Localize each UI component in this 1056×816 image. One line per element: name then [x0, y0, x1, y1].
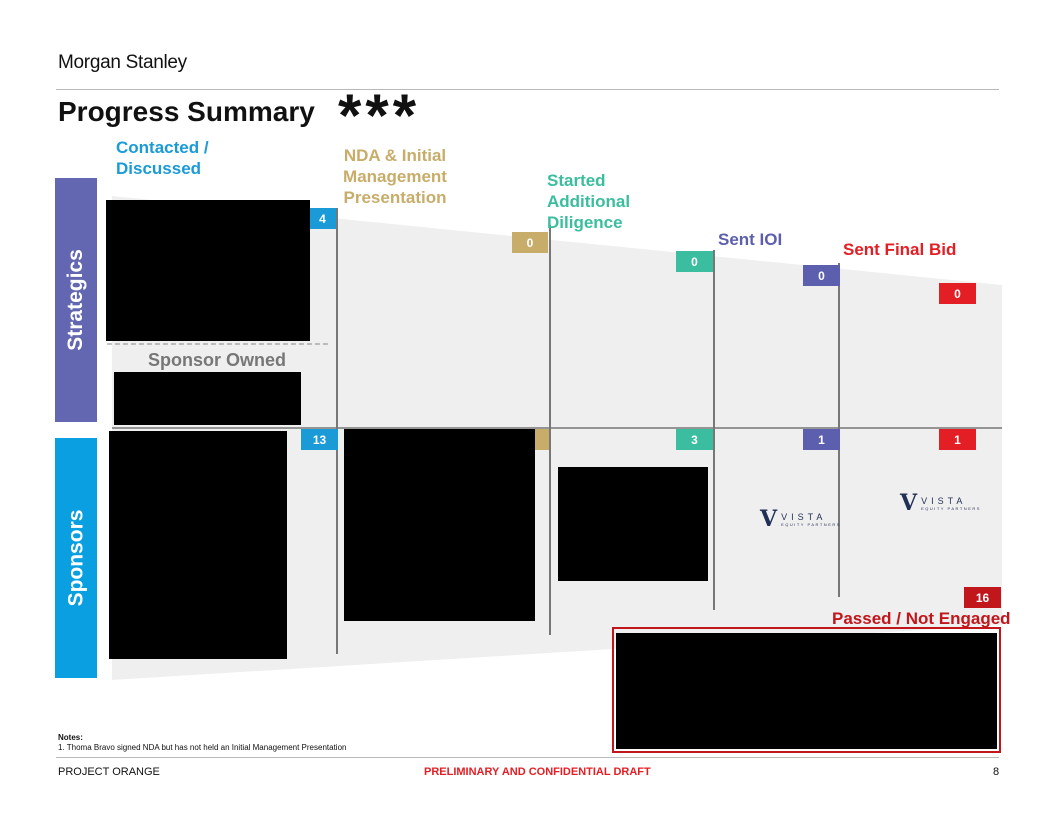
page-title: Progress Summary [58, 96, 315, 127]
brand-logo: Morgan Stanley [58, 52, 187, 73]
redacted-strategics-contacted [106, 200, 310, 341]
stage-header-diligence: Started Additional Diligence [547, 171, 631, 232]
sponsors-final-count: 1 [939, 429, 976, 450]
strategics-contacted-count: 4 [309, 208, 336, 229]
footer-confidential: PRELIMINARY AND CONFIDENTIAL DRAFT [424, 766, 651, 778]
strategics-final-count: 0 [939, 283, 976, 304]
redacted-sponsor-owned [114, 372, 301, 425]
strategics-nda-count: 0 [512, 232, 548, 253]
passed-box [612, 627, 1001, 753]
stage-separator-3 [713, 250, 715, 610]
footer-page-number: 8 [993, 766, 1000, 778]
vista-logo-final [900, 490, 981, 516]
footer-project: PROJECT ORANGE [58, 766, 160, 778]
stage-header-contacted: Contacted / Discussed [116, 138, 209, 178]
redacted-sponsors-nda [344, 429, 535, 621]
sponsors-label: Sponsors [64, 509, 88, 607]
stage-header-ioi: Sent IOI [718, 230, 783, 249]
vista-name: VISTA [921, 495, 967, 506]
redacted-sponsors-contacted [109, 431, 287, 659]
sponsors-ioi-count: 1 [803, 429, 840, 450]
vista-name: VISTA [781, 511, 827, 522]
strategics-label: Strategics [64, 249, 88, 351]
passed-count: 16 [964, 587, 1001, 608]
footer-divider [56, 757, 999, 758]
sponsors-section-bar [55, 438, 97, 678]
redacted-sponsors-diligence [558, 467, 708, 581]
notes [58, 733, 346, 753]
sponsors-diligence-count: 3 [676, 429, 713, 450]
stage-header-final: Sent Final Bid [843, 240, 957, 259]
notes-heading: Notes: [58, 733, 83, 742]
stage-separator-2 [549, 225, 551, 635]
notes-item: 1. Thoma Bravo signed NDA but has not held an Initial Management Presentation [58, 743, 347, 752]
sponsors-nda-count-marker [535, 429, 549, 450]
strategics-diligence-count: 0 [676, 251, 713, 272]
vista-v-icon: V [900, 490, 918, 516]
strategics-section-bar [55, 178, 97, 422]
sponsor-owned-label: Sponsor Owned [148, 350, 287, 370]
title-stars: *** [338, 82, 421, 149]
stage-header-passed: Passed / Not Engaged [832, 609, 1011, 628]
sponsors-contacted-count: 13 [301, 429, 338, 450]
stage-header-nda: NDA & Initial Management Presentation [343, 146, 447, 207]
vista-v-icon: V [760, 506, 778, 532]
vista-sub: EQUITY PARTNERS [781, 521, 841, 527]
vista-logo-ioi [760, 506, 841, 532]
strategics-ioi-count: 0 [803, 265, 840, 286]
redacted-passed [616, 633, 997, 749]
vista-sub: EQUITY PARTNERS [921, 505, 981, 511]
